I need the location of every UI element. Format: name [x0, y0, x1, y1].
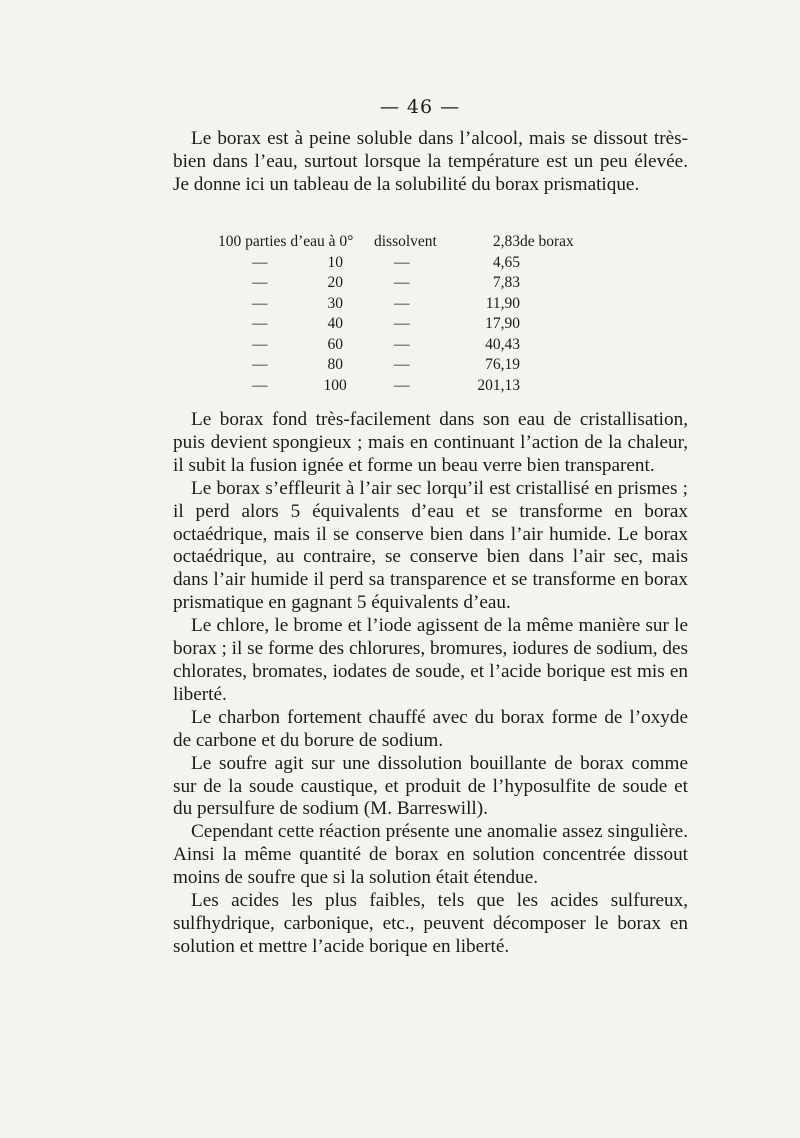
dissolvent-cell: — [394, 335, 410, 353]
parts-cell [218, 355, 374, 376]
ditto-dash: — [252, 376, 268, 394]
table-row [218, 355, 574, 376]
solubility-table [218, 232, 574, 396]
dissolvent-cell: — [394, 253, 410, 271]
temperature: 60 [327, 335, 343, 353]
unit-cell [520, 273, 574, 294]
unit-cell: de borax [520, 233, 574, 250]
parts-cell [218, 273, 374, 294]
temperature: 80 [327, 356, 343, 373]
unit-cell [520, 376, 574, 397]
temperature: 30 [327, 294, 343, 312]
dissolvent-cell: — [394, 376, 410, 394]
unit-cell [520, 314, 574, 335]
dissolvent-cell: — [394, 294, 410, 312]
parts-cell [218, 314, 374, 335]
table-row [218, 253, 574, 274]
intro-paragraph-block [173, 128, 688, 197]
table-row [218, 314, 574, 335]
parts-cell [218, 253, 374, 274]
body-paragraph: Les acides les plus faibles, tels que les acides sulfureux, sulfhydrique, carbonique, etc., peuvent décomposer le borax en solution et mettre l’acide borique en liberté. [173, 890, 688, 957]
value-cell: 2,83 [492, 233, 520, 250]
intro-paragraph: Le borax est à peine soluble dans l’alcool, mais se dissout très-bien dans l’eau, surtout lorsque la température est un peu élevée. Je donne ici un tableau de la solubilité du borax prismatique. [173, 128, 688, 195]
page-number: — 46 — [379, 96, 461, 118]
parts-cell: 100 parties d’eau à 0° [218, 233, 354, 250]
unit-cell [520, 335, 574, 356]
body-paragraph: Cependant cette réaction présente une anomalie assez singulière. Ainsi la même quantité de borax en solution concentrée dissout moins de soufre que si la solution était étendue. [173, 821, 688, 889]
parts-cell [218, 335, 374, 356]
ditto-dash: — [252, 253, 268, 271]
temperature: 40 [327, 315, 343, 332]
dissolvent-cell: dissolvent [374, 233, 437, 250]
ditto-dash: — [252, 335, 268, 353]
table-row [218, 335, 574, 356]
body-paragraph: Le charbon fortement chauffé avec du borax forme de l’oxyde de carbone et du borure de sodium. [173, 706, 688, 751]
temperature: 100 [323, 376, 347, 394]
body-paragraph: Le chlore, le brome et l’iode agissent de la même manière sur le borax ; il se forme des chlorures, bromures, iodures de sodium, des chlorates, bromates, iodates de soude, et l’acide borique est mis en liberté. [173, 615, 688, 705]
dissolvent-cell: — [394, 356, 410, 373]
temperature: 20 [327, 274, 343, 291]
body-paragraph: Le borax fond très-facilement dans son eau de cristallisation, puis devient spongieux ; mais en continuant l’action de la chaleur, il subit la fusion ignée et forme un beau verre bien transparent. [173, 409, 688, 476]
value-cell: 7,83 [492, 274, 520, 291]
temperature: 10 [327, 253, 343, 271]
dissolvent-cell: — [394, 315, 410, 332]
ditto-dash: — [252, 315, 268, 332]
table-row [218, 232, 574, 253]
body-text-block [173, 409, 688, 959]
value-cell: 76,19 [485, 356, 520, 373]
value-cell: 201,13 [477, 376, 520, 394]
value-cell: 17,90 [485, 315, 520, 332]
body-paragraph: Le soufre agit sur une dissolution bouillante de borax comme sur de la soude caustique, et produit de l’hyposulfite de soude et du persulfure de sodium (M. Barreswill). [173, 752, 688, 820]
value-cell: 40,43 [485, 335, 520, 353]
ditto-dash: — [252, 274, 268, 291]
ditto-dash: — [252, 294, 268, 312]
value-cell: 4,65 [492, 253, 520, 271]
ditto-dash: — [252, 356, 268, 373]
body-paragraph: Le borax s’effleurit à l’air sec lorqu’il est cristallisé en prismes ; il perd alors 5 équivalents d’eau et se transforme en borax octaédrique, mais il se conserve bien dans l’air humide. Le borax octaédrique, au contraire, se conserve bien dans l’air sec, mais dans l’air humide il perd sa transparence et se transforme en borax prismatique en gagnant 5 équivalents d’eau. [173, 477, 688, 614]
table-row [218, 273, 574, 294]
unit-cell [520, 253, 574, 274]
parts-cell [218, 376, 374, 397]
dissolvent-cell: — [394, 274, 410, 291]
parts-cell [218, 294, 374, 315]
unit-cell [520, 355, 574, 376]
table-row [218, 376, 574, 397]
unit-cell [520, 294, 574, 315]
value-cell: 11,90 [485, 294, 520, 312]
table-row [218, 294, 574, 315]
